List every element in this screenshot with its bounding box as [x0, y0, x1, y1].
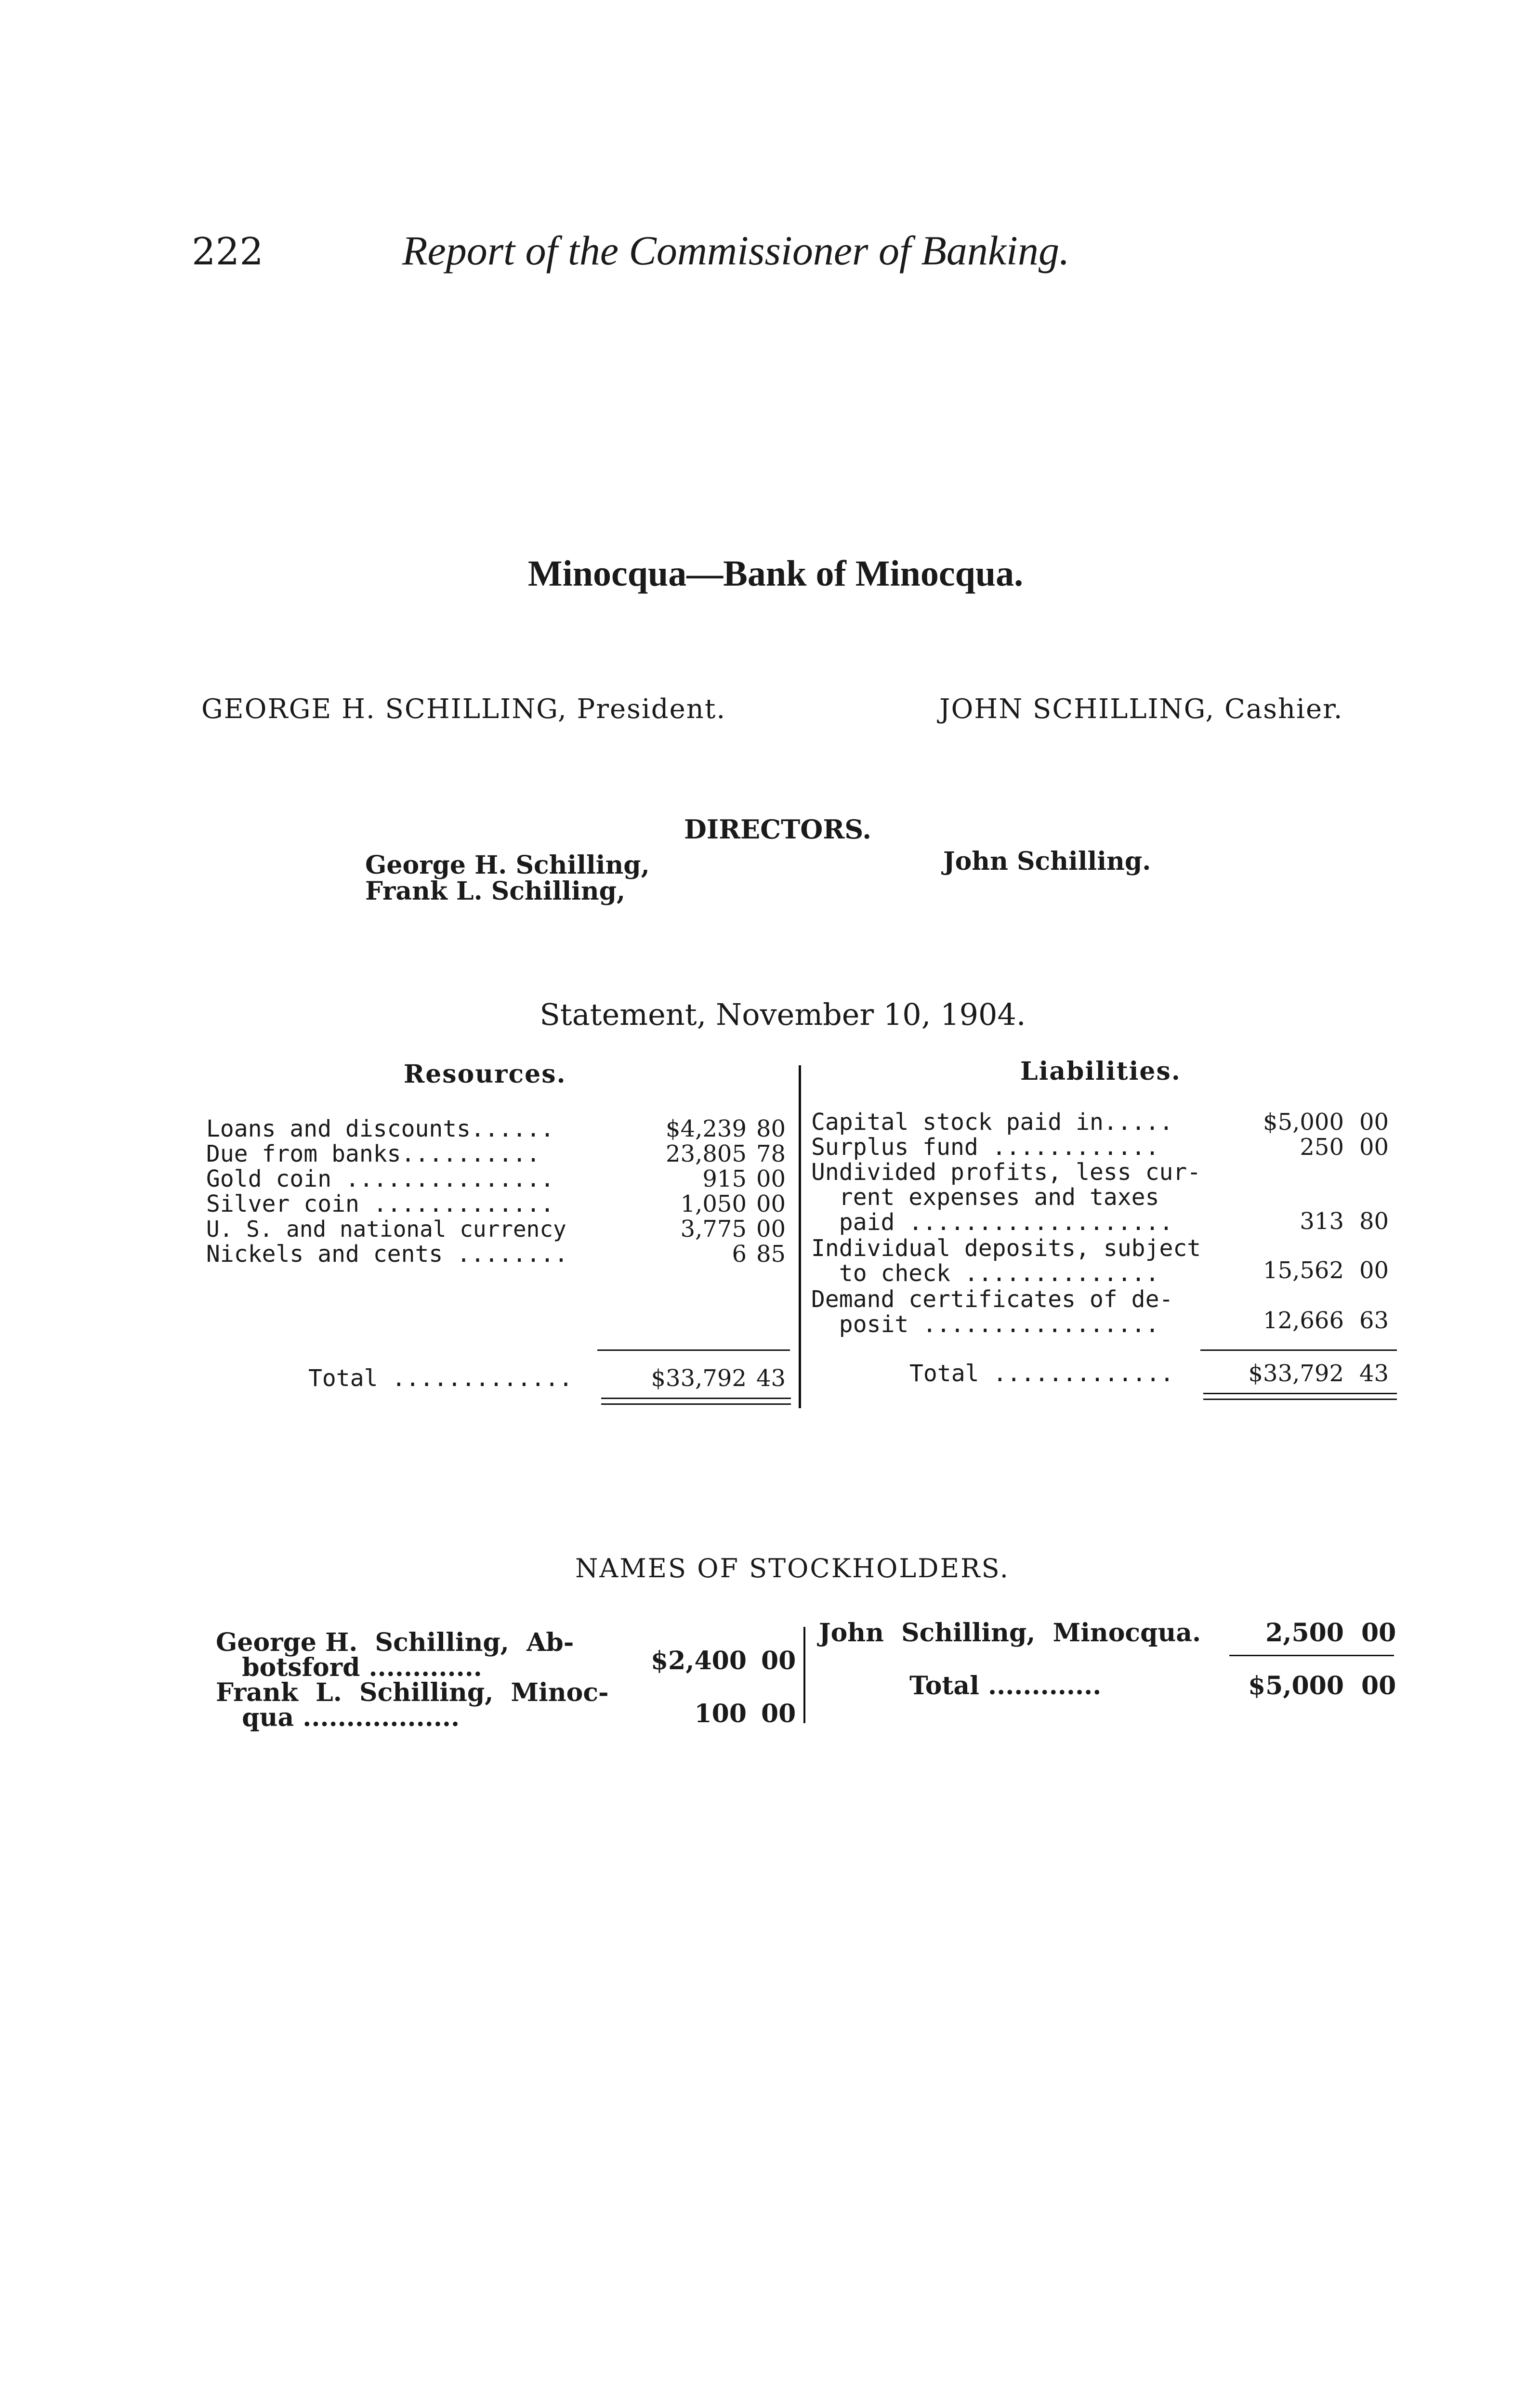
resource-label: Silver coin .............	[206, 1191, 554, 1217]
directors-left	[365, 852, 650, 904]
liability-label: paid ...................	[811, 1209, 1173, 1236]
stockholder-cents: 00	[1361, 1618, 1396, 1648]
stockholder-dollars: 100	[694, 1699, 747, 1728]
directors-heading: DIRECTORS.	[684, 814, 872, 845]
liabilities-total-cents: 43	[1359, 1360, 1389, 1387]
resource-label: Due from banks..........	[206, 1140, 540, 1167]
stockholder-name: qua ..................	[216, 1703, 460, 1732]
stockholder-cents: 00	[761, 1646, 796, 1675]
stockholder-dollars: $2,400	[650, 1646, 747, 1675]
resource-cents: 85	[756, 1241, 786, 1268]
stockholders-heading: NAMES OF STOCKHOLDERS.	[575, 1553, 1010, 1584]
director-name: John Schilling.	[943, 847, 1151, 876]
stockholder-cents: 00	[761, 1699, 796, 1728]
resource-label: Nickels and cents ........	[206, 1241, 568, 1268]
liability-dollars: 313	[1300, 1208, 1344, 1235]
total-rule	[597, 1349, 790, 1351]
stockholder-name: John Schilling, Minocqua.	[819, 1618, 1201, 1648]
double-rule	[1203, 1393, 1397, 1394]
resource-dollars: 3,775	[680, 1216, 747, 1243]
stockholder-name: botsford .............	[216, 1653, 482, 1682]
liabilities-total-label: Total .............	[909, 1360, 1174, 1387]
total-rule	[1200, 1349, 1397, 1351]
statement-title: Statement, November 10, 1904.	[539, 997, 1026, 1032]
resource-cents: 00	[756, 1165, 786, 1192]
bank-title: Minocqua—Bank of Minocqua.	[527, 553, 1024, 594]
director-name: Frank L. Schilling,	[365, 877, 626, 906]
liability-cents: 00	[1359, 1109, 1389, 1136]
liabilities-heading: Liabilities.	[1020, 1057, 1181, 1086]
liability-label: rent expenses and taxes	[811, 1184, 1159, 1211]
liability-label: Undivided profits, less cur-	[811, 1159, 1201, 1186]
stockholders-divider	[803, 1627, 805, 1723]
resource-dollars: 915	[702, 1165, 747, 1192]
resource-label: Loans and discounts......	[206, 1115, 554, 1142]
resource-dollars: $4,239	[666, 1115, 747, 1142]
liability-label: Individual deposits, subject	[811, 1235, 1201, 1262]
liability-label: Surplus fund ............	[811, 1134, 1159, 1161]
resource-dollars: 23,805	[666, 1140, 747, 1167]
resource-cents: 78	[756, 1140, 786, 1167]
liability-dollars: 15,562	[1263, 1257, 1344, 1284]
cashier-line: JOHN SCHILLING, Cashier.	[939, 694, 1343, 725]
resources-heading: Resources.	[404, 1060, 566, 1089]
resources-total-cents: 43	[756, 1365, 786, 1392]
liability-dollars: $5,000	[1263, 1109, 1344, 1136]
liability-cents: 00	[1359, 1134, 1389, 1161]
liability-label: Capital stock paid in.....	[811, 1109, 1173, 1136]
liability-dollars: 12,666	[1263, 1307, 1344, 1334]
liability-cents: 00	[1359, 1257, 1389, 1284]
column-divider	[799, 1065, 801, 1408]
total-rule	[1229, 1655, 1394, 1656]
resource-cents: 00	[756, 1191, 786, 1217]
liability-label: to check ..............	[811, 1260, 1159, 1287]
liability-dollars: 250	[1300, 1134, 1344, 1161]
double-rule	[601, 1403, 791, 1405]
double-rule	[601, 1398, 791, 1399]
stockholders-total-dollars: $5,000	[1248, 1671, 1344, 1701]
page-number: 222	[192, 230, 263, 274]
resource-dollars: 1,050	[680, 1191, 747, 1217]
stockholder-name: George H. Schilling, Ab-	[216, 1628, 574, 1657]
resources-total-dollars: $33,792	[651, 1365, 747, 1392]
resource-label: U. S. and national currency	[206, 1216, 566, 1242]
liability-label: posit .................	[811, 1311, 1159, 1338]
liability-cents: 80	[1359, 1208, 1389, 1235]
resource-cents: 80	[756, 1115, 786, 1142]
president-line: GEORGE H. SCHILLING, President.	[201, 694, 726, 725]
stockholders-total-cents: 00	[1361, 1671, 1396, 1701]
stockholders-total-label: Total .............	[909, 1671, 1102, 1701]
resource-cents: 00	[756, 1216, 786, 1243]
liabilities-total-dollars: $33,792	[1248, 1360, 1344, 1387]
liability-cents: 63	[1359, 1307, 1389, 1334]
resource-dollars: 6	[732, 1241, 747, 1268]
resource-label: Gold coin ...............	[206, 1165, 554, 1192]
stockholder-dollars: 2,500	[1265, 1618, 1344, 1648]
director-name: George H. Schilling,	[365, 851, 650, 880]
liability-label: Demand certificates of de-	[811, 1286, 1173, 1313]
running-title: Report of the Commissioner of Banking.	[402, 227, 1070, 274]
stockholder-name: Frank L. Schilling, Minoc-	[216, 1678, 609, 1707]
resources-total-label: Total .............	[308, 1365, 573, 1392]
double-rule	[1203, 1399, 1397, 1400]
